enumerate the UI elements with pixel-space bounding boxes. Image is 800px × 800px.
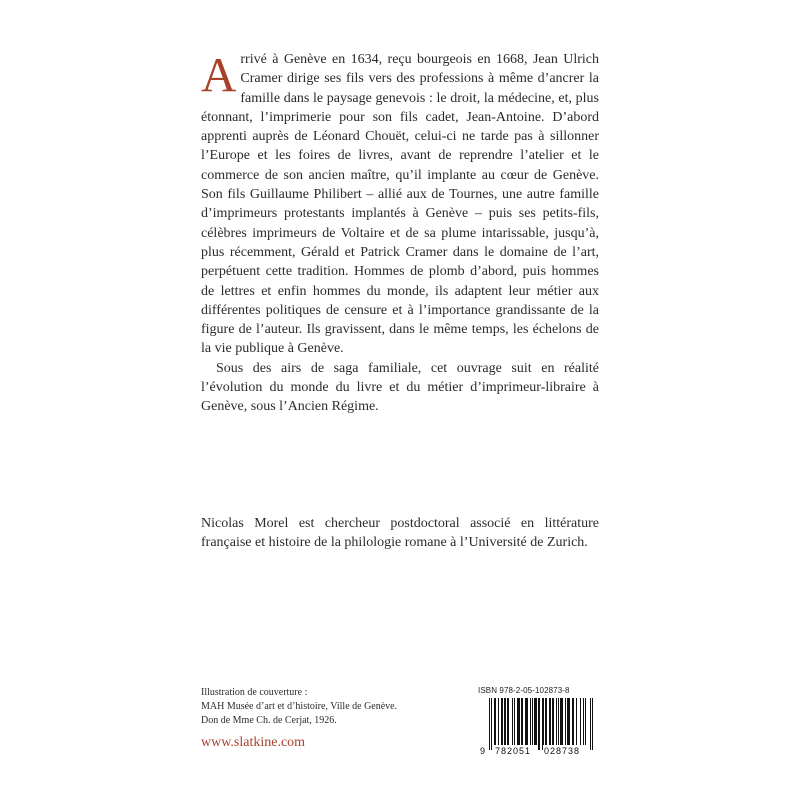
summary-paragraph-1-text: rrivé à Genève en 1634, reçu bourgeois en 1668, Jean Ulrich Cramer dirige ses fils vers des professions à même d’ancrer la famille dans le paysage genevois : le droit, la médecine, et, plus étonnant, l’imprimerie pour son fils cadet, Jean-Antoine. D’abord apprenti auprès de Léonard Chouët, celui-ci ne tarde pas à sillonner l’Europe et les foires de livres, avant de reprendre l’atelier et le commerce de son ancien maître, qu’il implante au cœur de Genève. Son fils Guillaume Philibert – allié aux de Tournes, une autre famille d’imprimeurs protestants implantés à Genève – puis ses petits-fils, célèbres imprimeurs de Voltaire et de sa plume intarissable, jusqu’à, plus récemment, Gérald et Patrick Cramer dans le domaine de l’art, perpétuent cette tradition. Hommes de plomb d’abord, puis hommes de lettres et enfin hommes du monde, ils adaptent leur métier aux différentes politiques de censure et à l’importance grandissante de la figure de l’auteur. Ils gravissent, dans le même temps, les échelons de la vie publique à Genève. [201,52,599,357]
barcode-bar [561,698,562,745]
barcode-bar [556,698,557,745]
barcode-bar [592,698,593,750]
barcode-bar [517,698,518,745]
barcode-bar [526,698,527,745]
barcode-bar [569,698,570,745]
credits-line: Illustration de couverture : [201,687,308,698]
publisher-website-link[interactable]: www.slatkine.com [201,735,306,750]
isbn-label: ISBN 978-2-05-102873-8 [478,686,570,695]
barcode-bar [543,698,544,745]
barcode-bar [567,698,568,745]
credits-line: Don de Mme Ch. de Cerjat, 1926. [201,714,337,726]
barcode-bar [525,698,526,745]
barcode-bar [573,698,574,745]
barcode-bar [568,698,569,745]
barcode-bar [498,698,499,745]
isbn-barcode [478,698,600,756]
barcode-bar [538,698,539,750]
barcode-bar [489,698,490,750]
barcode-bar [553,698,554,745]
barcode-bar [545,698,546,745]
barcode-bar [576,698,577,745]
barcode-bar [530,698,531,745]
barcode-bar [585,698,586,745]
barcode-bar [580,698,581,745]
barcode-bar [514,698,515,745]
cover-illustration-credits [201,686,441,727]
barcode-bar [539,698,540,750]
barcode-bar [534,698,535,745]
barcode-bar [583,698,584,745]
barcode-bar [495,698,496,745]
barcode-digits-right: 028738 [543,746,581,756]
barcode-bar [518,698,519,745]
summary-paragraph-1 [201,47,599,359]
barcode-bar [562,698,563,745]
barcode-bar [507,698,508,745]
barcode-bar [560,698,561,745]
barcode-bar [542,698,543,750]
barcode-bar [572,698,573,745]
barcode-bar [491,698,492,750]
drop-cap: A [201,47,237,102]
summary-paragraph-2: Sous des airs de saga familiale, cet ouvrage suit en réalité l’évolution du monde du livre et du métier d’imprimeur-libraire à Genève, sous l’Ancien Régime. [201,360,599,415]
author-bio [201,514,599,553]
credits-line: MAH Musée d’art et d’histoire, Ville de Genève. [201,700,398,712]
barcode-bar [519,698,520,745]
barcode-bar [546,698,547,745]
barcode-graphic [478,698,600,756]
barcode-bar [502,698,503,745]
barcode-bar [536,698,537,745]
barcode-bar [550,698,551,745]
author-bio-text: Nicolas Morel est chercheur postdoctoral associé en littérature française et histoire de la philologie romane à l’Université de Zurich. [201,516,599,551]
barcode-bar [512,698,513,745]
barcode-digits-left: 782051 [494,746,532,756]
barcode-bar [505,698,506,745]
barcode-first-digit: 9 [480,746,486,756]
barcode-bar [501,698,502,745]
barcode-bar [532,698,533,745]
book-summary [201,47,599,417]
barcode-bars [489,698,593,750]
barcode-bar [521,698,522,745]
barcode-bar [590,698,591,750]
barcode-bar [504,698,505,745]
barcode-bar [522,698,523,745]
barcode-bar [558,698,559,745]
barcode-bar [535,698,536,745]
barcode-bar [552,698,553,745]
barcode-bar [549,698,550,745]
barcode-bar [494,698,495,745]
barcode-bar [508,698,509,745]
barcode-bar [565,698,566,745]
barcode-bar [527,698,528,745]
